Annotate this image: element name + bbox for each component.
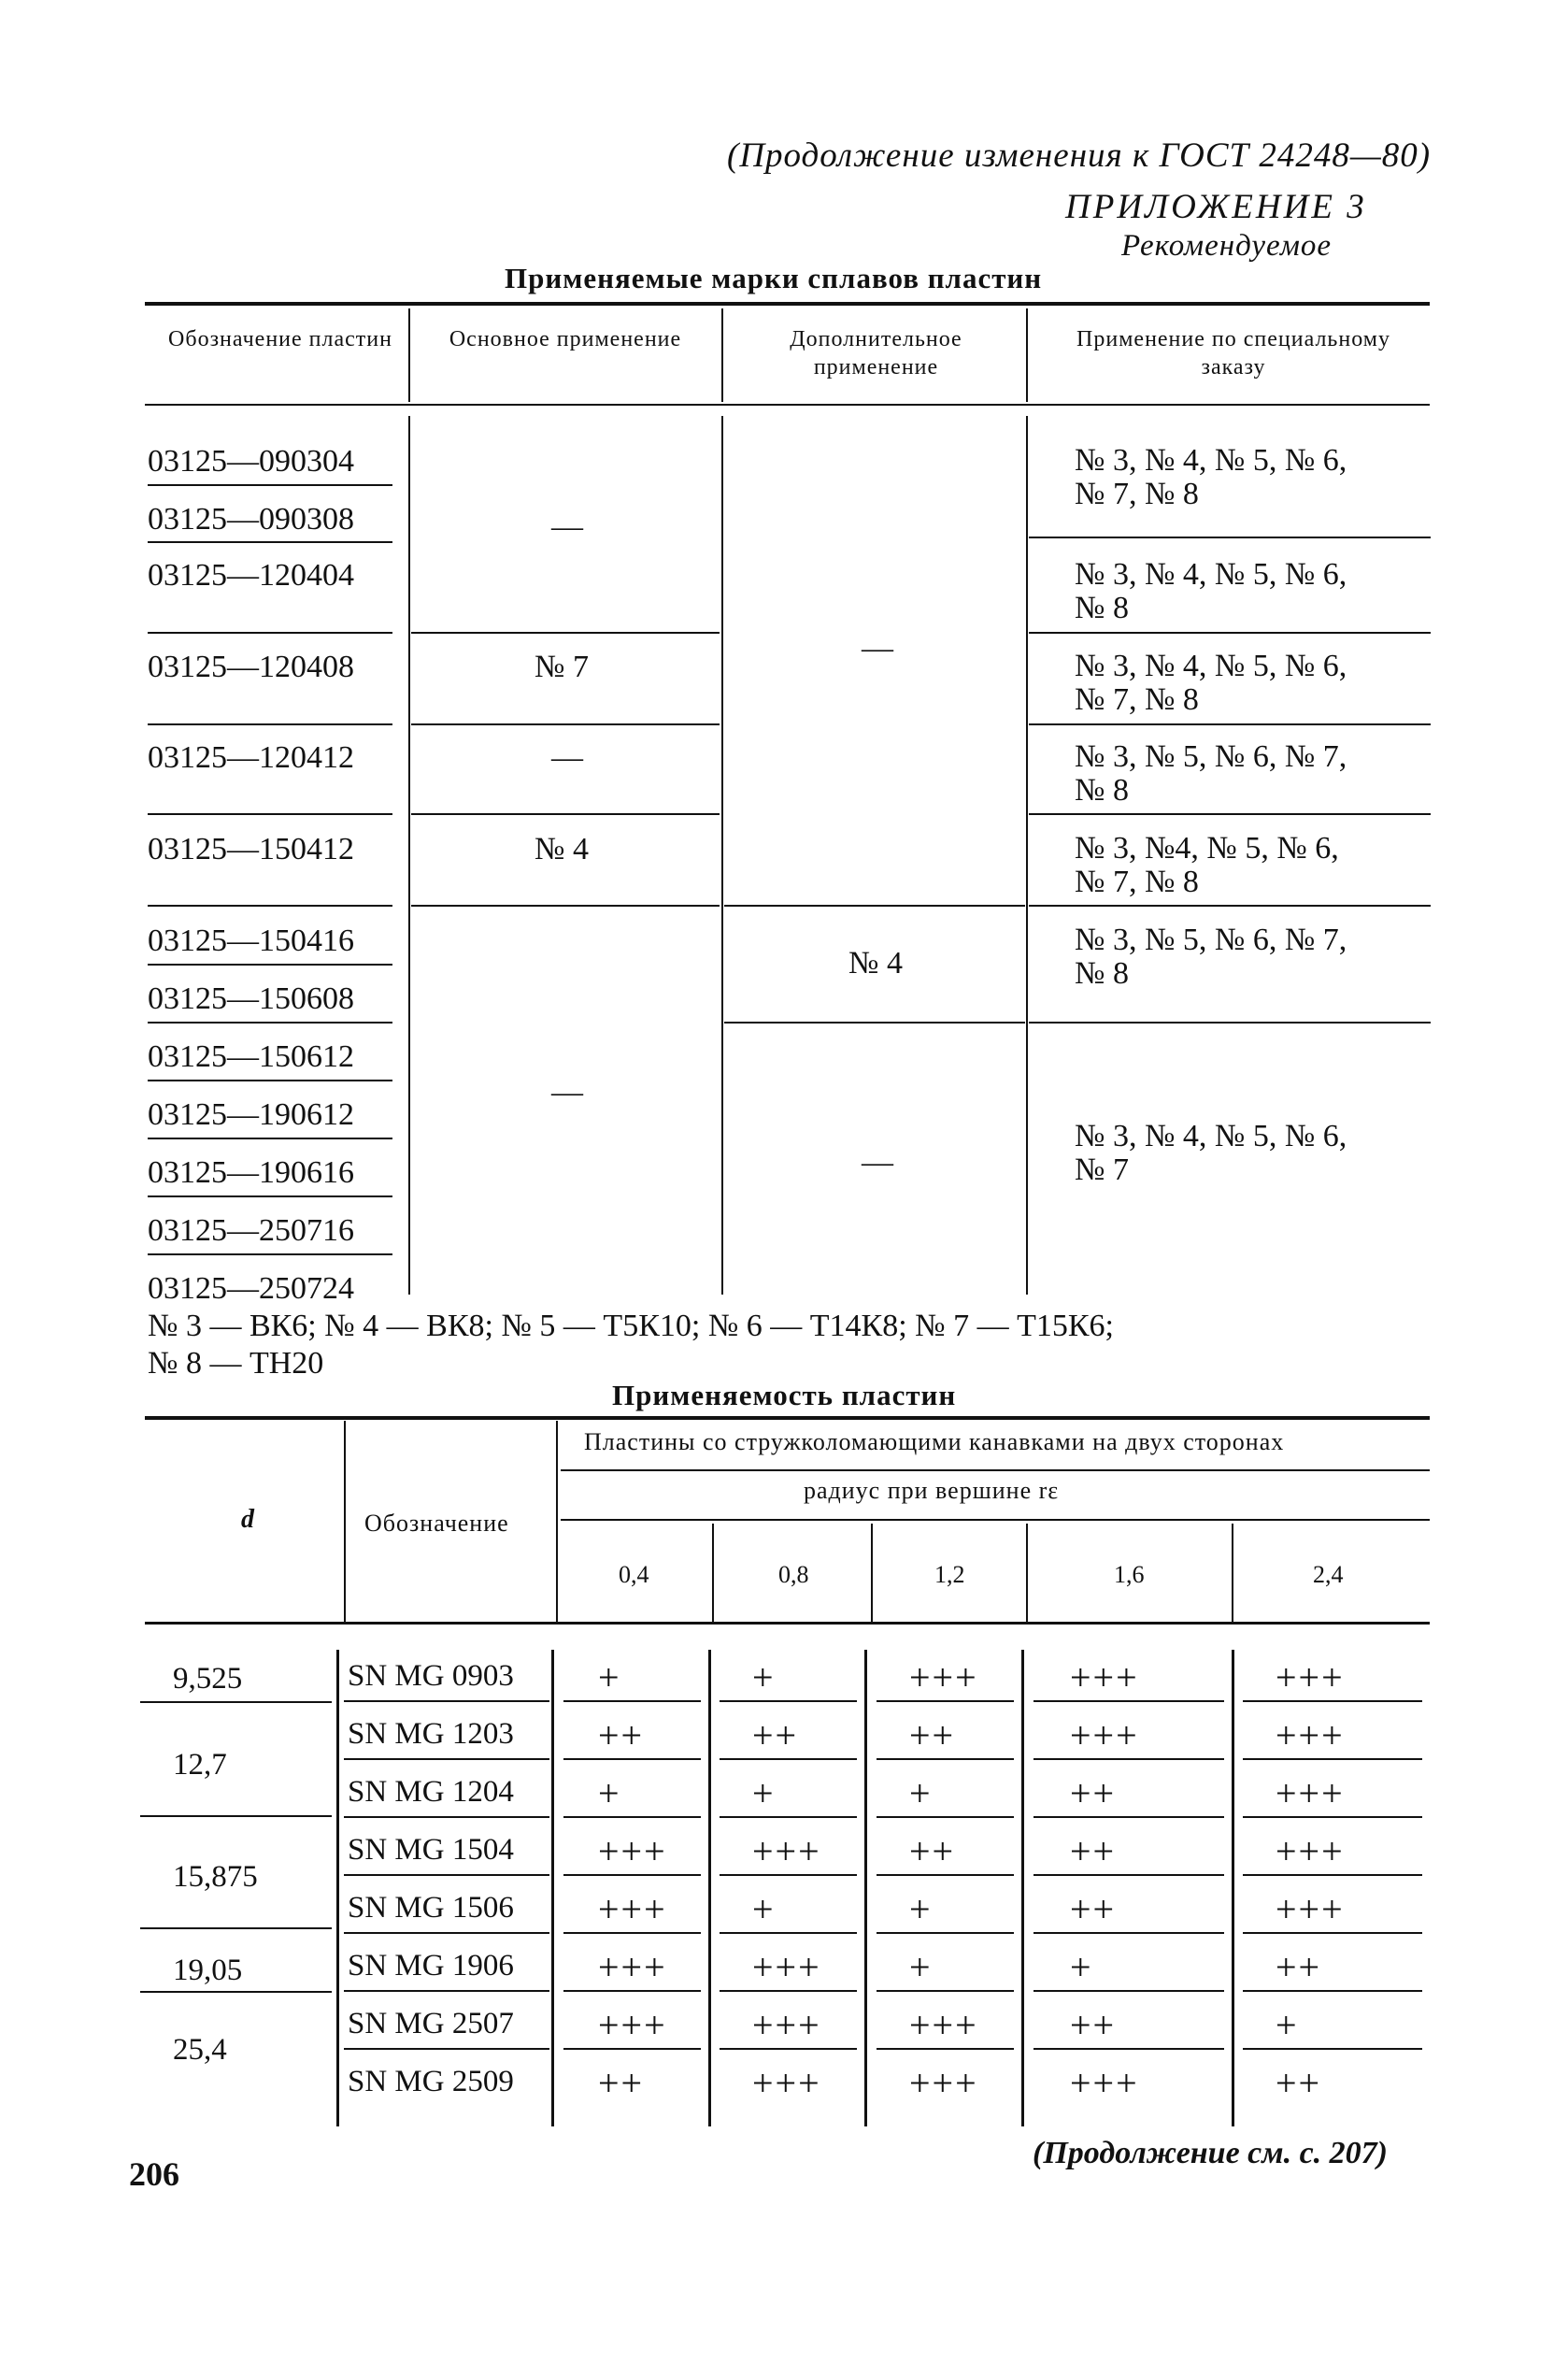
page-number: 206 bbox=[129, 2155, 179, 2193]
d-value: 12,7 bbox=[173, 1748, 227, 1782]
table1-code: 03125—150416 bbox=[148, 923, 354, 958]
table2-mark: +++ bbox=[1070, 1656, 1139, 1698]
table2-mark: ++ bbox=[909, 1830, 956, 1872]
table2-mark: + bbox=[909, 1888, 933, 1930]
table1-main-use: — bbox=[551, 740, 583, 775]
table2-mark: ++ bbox=[598, 1714, 645, 1756]
table2-mark: +++ bbox=[598, 1946, 667, 1988]
table2-mark: + bbox=[1276, 2004, 1299, 2046]
table2-designation: SN MG 0903 bbox=[348, 1659, 514, 1693]
radius-header: 0,4 bbox=[619, 1561, 649, 1588]
table2-mark: +++ bbox=[1276, 1888, 1345, 1930]
table2-mark: +++ bbox=[1070, 2062, 1139, 2104]
table2-mark: ++ bbox=[1276, 1946, 1322, 1988]
table1-special-order: № 3, № 4, № 5, № 6, № 7, № 8 bbox=[1075, 443, 1347, 511]
table1-header-additional-use: Дополнительное применение bbox=[790, 327, 962, 379]
table2-mark: +++ bbox=[752, 1946, 821, 1988]
table2-mark: ++ bbox=[1070, 1772, 1117, 1814]
d-value: 19,05 bbox=[173, 1954, 243, 1987]
table2-mark: + bbox=[1070, 1946, 1093, 1988]
table2-designation: SN MG 1504 bbox=[348, 1833, 514, 1867]
table2-mark: + bbox=[598, 1772, 621, 1814]
table1-code: 03125—150412 bbox=[148, 832, 354, 866]
table2-mark: +++ bbox=[909, 2062, 978, 2104]
table2-mark: + bbox=[752, 1772, 776, 1814]
table1-code: 03125—120412 bbox=[148, 740, 354, 775]
d-value: 25,4 bbox=[173, 2033, 227, 2067]
table2-mark: ++ bbox=[1070, 2004, 1117, 2046]
table2-mark: +++ bbox=[1276, 1656, 1345, 1698]
table1-main-use: — bbox=[551, 509, 583, 544]
appendix-title: ПРИЛОЖЕНИЕ 3 bbox=[1065, 188, 1367, 226]
table2-mark: +++ bbox=[909, 1656, 978, 1698]
table2-mark: +++ bbox=[752, 2004, 821, 2046]
alloy-legend-line2: № 8 — ТН20 bbox=[148, 1346, 324, 1381]
table2-group-header: Пластины со стружколомающими канавками на двух сторонах bbox=[584, 1428, 1285, 1455]
table1-code: 03125—120404 bbox=[148, 558, 354, 593]
table2-mark: + bbox=[909, 1772, 933, 1814]
table1-code: 03125—150608 bbox=[148, 981, 354, 1016]
table2-mark: +++ bbox=[1276, 1772, 1345, 1814]
table1-main-use: № 7 bbox=[535, 650, 589, 684]
table2-designation: SN MG 1906 bbox=[348, 1949, 514, 1983]
table1-main-use: № 4 bbox=[535, 832, 589, 866]
continued-note: (Продолжение см. с. 207) bbox=[1033, 2136, 1388, 2170]
table1-header-designation: Обозначение пластин bbox=[168, 327, 392, 351]
table2-mark: + bbox=[752, 1888, 776, 1930]
table2-mark: + bbox=[598, 1656, 621, 1698]
table1-additional-use: — bbox=[862, 1145, 893, 1180]
table1-special-order: № 3, № 5, № 6, № 7, № 8 bbox=[1075, 739, 1347, 808]
table1-additional-use: — bbox=[862, 631, 893, 666]
table1-additional-use: № 4 bbox=[848, 946, 903, 981]
table1-title: Применяемые марки сплавов пластин bbox=[505, 262, 1043, 294]
table1-code: 03125—250716 bbox=[148, 1213, 354, 1248]
table2-title: Применяемость пластин bbox=[612, 1379, 957, 1411]
radius-header: 1,2 bbox=[934, 1561, 965, 1588]
table2-mark: + bbox=[752, 1656, 776, 1698]
table2-header-d: d bbox=[241, 1505, 254, 1534]
table2-mark: ++ bbox=[598, 2062, 645, 2104]
table1-header-special-order: Применение по специальному заказу bbox=[1076, 327, 1390, 379]
d-value: 15,875 bbox=[173, 1860, 258, 1894]
d-value: 9,525 bbox=[173, 1662, 243, 1696]
table2-mark: +++ bbox=[598, 2004, 667, 2046]
table2-header-designation: Обозначение bbox=[364, 1510, 509, 1537]
table1-main-use: — bbox=[551, 1075, 583, 1109]
table2-mark: +++ bbox=[1070, 1714, 1139, 1756]
continuation-note: (Продолжение изменения к ГОСТ 24248—80) bbox=[727, 136, 1432, 175]
table1-code: 03125—150612 bbox=[148, 1039, 354, 1074]
alloy-legend-line1: № 3 — ВК6; № 4 — ВК8; № 5 — Т5К10; № 6 — Т14К8; № 7 — Т15К6; bbox=[148, 1309, 1114, 1343]
table1-special-order: № 3, № 4, № 5, № 6, № 7 bbox=[1075, 1119, 1347, 1187]
radius-header: 0,8 bbox=[778, 1561, 809, 1588]
table2-mark: +++ bbox=[1276, 1714, 1345, 1756]
table2-mark: ++ bbox=[1276, 2062, 1322, 2104]
table1-special-order: № 3, №4, № 5, № 6, № 7, № 8 bbox=[1075, 831, 1339, 899]
table2-designation: SN MG 2507 bbox=[348, 2007, 514, 2040]
table1-code: 03125—090304 bbox=[148, 444, 354, 479]
table1-special-order: № 3, № 4, № 5, № 6, № 7, № 8 bbox=[1075, 649, 1347, 717]
table2-mark: + bbox=[909, 1946, 933, 1988]
table2-designation: SN MG 2509 bbox=[348, 2065, 514, 2098]
table2-mark: ++ bbox=[1070, 1888, 1117, 1930]
table1-code: 03125—090308 bbox=[148, 502, 354, 537]
table2-mark: +++ bbox=[1276, 1830, 1345, 1872]
table2-designation: SN MG 1203 bbox=[348, 1717, 514, 1751]
table2-mark: +++ bbox=[752, 1830, 821, 1872]
table1-code: 03125—190612 bbox=[148, 1097, 354, 1132]
table2-designation: SN MG 1204 bbox=[348, 1775, 514, 1809]
table2-designation: SN MG 1506 bbox=[348, 1891, 514, 1925]
table2-sub-header: радиус при вершине rε bbox=[804, 1477, 1060, 1504]
appendix-status: Рекомендуемое bbox=[1121, 229, 1333, 263]
table2-mark: ++ bbox=[752, 1714, 799, 1756]
table2-mark: ++ bbox=[1070, 1830, 1117, 1872]
table2-mark: ++ bbox=[909, 1714, 956, 1756]
table1-header-main-use: Основное применение bbox=[449, 327, 682, 351]
table1-code: 03125—250724 bbox=[148, 1271, 354, 1306]
table1-code: 03125—120408 bbox=[148, 650, 354, 684]
table1-special-order: № 3, № 5, № 6, № 7, № 8 bbox=[1075, 923, 1347, 991]
radius-header: 2,4 bbox=[1313, 1561, 1344, 1588]
table2-mark: +++ bbox=[752, 2062, 821, 2104]
radius-header: 1,6 bbox=[1114, 1561, 1145, 1588]
table2-mark: +++ bbox=[598, 1888, 667, 1930]
table2-mark: +++ bbox=[598, 1830, 667, 1872]
table1-code: 03125—190616 bbox=[148, 1155, 354, 1190]
table1-special-order: № 3, № 4, № 5, № 6, № 8 bbox=[1075, 557, 1347, 625]
table2-mark: +++ bbox=[909, 2004, 978, 2046]
